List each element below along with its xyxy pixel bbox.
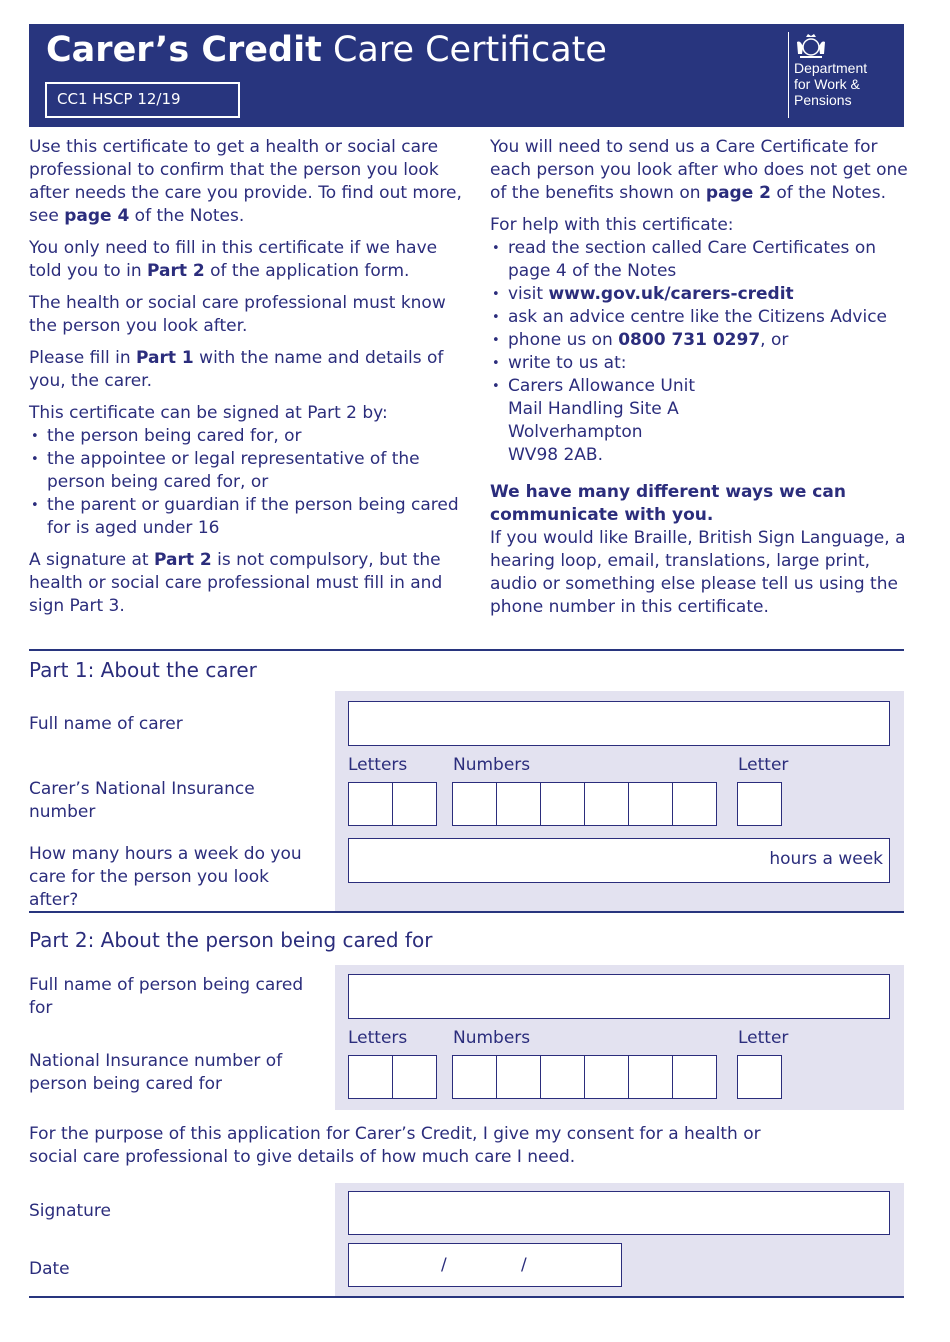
- form-code: CC1 HSCP 12/19: [45, 82, 240, 118]
- intro-paragraph: This certificate can be signed at Part 2 by:: [29, 403, 388, 423]
- carer-ni-letters: [349, 782, 437, 826]
- ni-box[interactable]: [672, 782, 717, 826]
- cared-ni-numbers: [453, 1055, 717, 1099]
- ni-numbers-heading: Numbers: [453, 755, 531, 775]
- intro-paragraph: Use this certificate to get a health or social care professional to confirm that the person you look after needs the care you provide. To find out more, see page 4 of the Notes.: [29, 137, 462, 226]
- intro-paragraph: You will need to send us a Care Certificate for each person you look after who does not get one of the benefits shown on page 2 of the Notes.: [490, 137, 908, 203]
- hours-suffix: hours a week: [769, 849, 883, 869]
- part2-title: Part 2: About the person being cared for: [29, 928, 433, 952]
- carer-ni-label: Carer’s National Insurance number: [29, 779, 255, 822]
- part1-title: Part 1: About the carer: [29, 658, 257, 682]
- cared-name-label: Full name of person being cared for: [29, 975, 304, 1018]
- date-label: Date: [29, 1259, 70, 1279]
- royal-crest-icon: [794, 32, 828, 60]
- intro-paragraph: You only need to fill in this certificate if we have told you to in Part 2 of the application form.: [29, 238, 438, 281]
- hours-label: How many hours a week do you care for the person you look after?: [29, 844, 302, 910]
- ni-box[interactable]: [348, 782, 393, 826]
- section-divider: [29, 1296, 904, 1298]
- ni-box[interactable]: [452, 782, 497, 826]
- list-item: • the person being cared for, or: [29, 425, 469, 448]
- ni-letter-heading: Letter: [738, 1028, 789, 1048]
- intro-paragraph: Please fill in Part 1 with the name and details of you, the carer.: [29, 348, 444, 391]
- cared-ni-letter: [738, 1055, 782, 1099]
- date-separator: /: [441, 1255, 447, 1275]
- carer-name-label: Full name of carer: [29, 714, 183, 734]
- ni-box[interactable]: [737, 782, 782, 826]
- department-name: Department for Work & Pensions: [794, 60, 868, 108]
- ni-letters-heading: Letters: [348, 1028, 408, 1048]
- carer-name-input[interactable]: [348, 701, 890, 746]
- ni-box[interactable]: [628, 782, 673, 826]
- list-item: • visit www.gov.uk/carers-credit: [490, 283, 920, 306]
- accessibility-note-body: If you would like Braille, British Sign Language, a hearing loop, email, translations, large print, audio or something else please tell us using the phone number in this certificate.: [490, 528, 906, 617]
- list-item: • the parent or guardian if the person being cared for is aged under 16: [29, 494, 469, 540]
- list-item: • phone us on 0800 731 0297, or: [490, 329, 920, 352]
- ni-box[interactable]: [452, 1055, 497, 1099]
- ni-numbers-heading: Numbers: [453, 1028, 531, 1048]
- intro-paragraph: For help with this certificate:: [490, 215, 734, 235]
- ni-box[interactable]: [737, 1055, 782, 1099]
- signature-input[interactable]: [348, 1191, 890, 1235]
- date-separator: /: [521, 1255, 527, 1275]
- ni-box[interactable]: [584, 1055, 629, 1099]
- ni-box[interactable]: [348, 1055, 393, 1099]
- ni-box[interactable]: [496, 1055, 541, 1099]
- dwp-logo: [788, 32, 898, 118]
- ni-box[interactable]: [392, 782, 437, 826]
- intro-paragraph: The health or social care professional must know the person you look after.: [29, 293, 446, 336]
- ni-box[interactable]: [672, 1055, 717, 1099]
- ni-box[interactable]: [628, 1055, 673, 1099]
- date-input[interactable]: [348, 1243, 622, 1287]
- intro-paragraph: A signature at Part 2 is not compulsory, but the health or social care professional must fill in and sign Part 3.: [29, 550, 443, 616]
- signer-list: [29, 425, 469, 540]
- header-banner: [29, 24, 904, 127]
- cared-ni-letters: [349, 1055, 437, 1099]
- list-item: • read the section called Care Certificates on page 4 of the Notes: [490, 237, 920, 283]
- hours-input[interactable]: [348, 838, 890, 883]
- cared-ni-label: National Insurance number of person being cared for: [29, 1051, 283, 1094]
- signature-label: Signature: [29, 1201, 112, 1221]
- ni-letter-heading: Letter: [738, 755, 789, 775]
- ni-box[interactable]: [496, 782, 541, 826]
- section-divider: [29, 649, 904, 651]
- ni-box[interactable]: [540, 782, 585, 826]
- carer-ni-letter: [738, 782, 782, 826]
- form-title: Carer’s Credit Care Certificate: [46, 30, 607, 70]
- ni-box[interactable]: [584, 782, 629, 826]
- ni-box[interactable]: [392, 1055, 437, 1099]
- phone-number: 0800 731 0297: [618, 330, 761, 350]
- help-list: [490, 237, 920, 467]
- ni-letters-heading: Letters: [348, 755, 408, 775]
- consent-statement: For the purpose of this application for Carer’s Credit, I give my consent for a health or social care professional to give details of how much care I need.: [29, 1124, 761, 1167]
- website-link[interactable]: www.gov.uk/carers-credit: [548, 284, 794, 304]
- address-block: • Carers Allowance Unit Mail Handling Site A Wolverhampton WV98 2AB.: [490, 375, 920, 467]
- section-divider: [29, 911, 904, 913]
- accessibility-note: We have many different ways we can communicate with you.: [490, 482, 846, 525]
- list-item: • write to us at:: [490, 352, 920, 375]
- cared-name-input[interactable]: [348, 974, 890, 1019]
- intro-right-column: [490, 136, 920, 628]
- carer-ni-numbers: [453, 782, 717, 826]
- list-item: • ask an advice centre like the Citizens Advice: [490, 306, 920, 329]
- ni-box[interactable]: [540, 1055, 585, 1099]
- list-item: • the appointee or legal representative of the person being cared for, or: [29, 448, 469, 494]
- intro-left-column: [29, 136, 469, 627]
